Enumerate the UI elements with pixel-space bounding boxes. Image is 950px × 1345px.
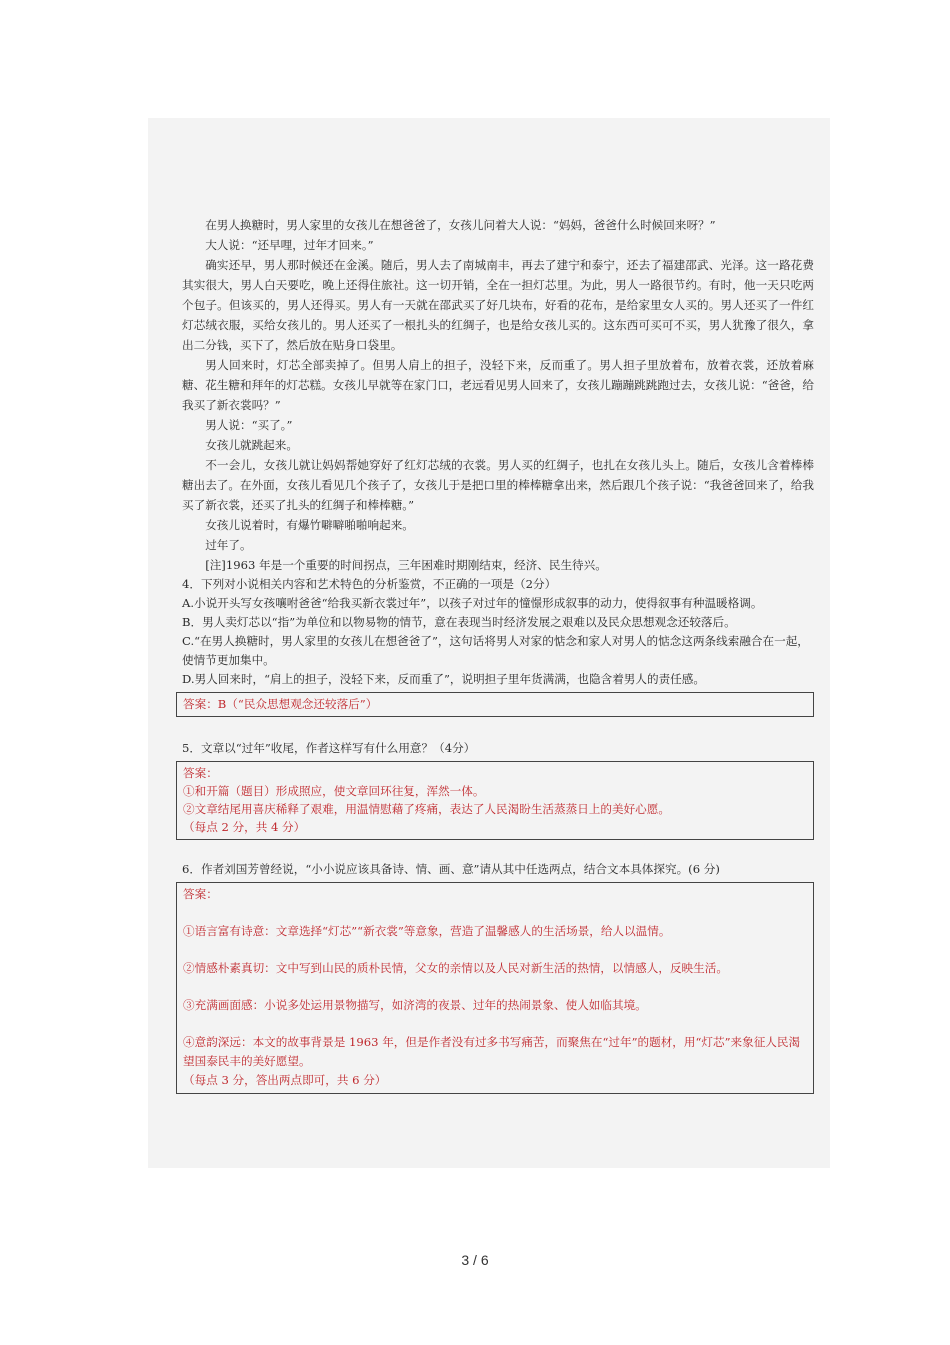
question-stem: 6．作者刘国芳曾经说，“小小说应该具备诗、情、画、意”请从其中任选两点，结合文本具体探究。(6 分) bbox=[182, 862, 720, 876]
passage-paragraph: 大人说：“还早哩，过年才回来。” bbox=[205, 238, 374, 252]
answer-point: ②情感朴素真切：文中写到山民的质朴民情，父女的亲情以及人民对新生活的热情，以情感人，反映生活。 bbox=[183, 961, 728, 975]
passage-paragraph: 男人回来时，灯芯全部卖掉了。但男人肩上的担子，没轻下来，反而重了。男人担子里放着布，放着衣裳，还放着麻糖、花生糖和拜年的灯芯糕。女孩儿早就等在家门口，老远看见男人回来了，女孩儿蹦蹦跳跳跑过去，女孩儿说：“爸爸，给我买了新衣裳吗？” bbox=[182, 358, 814, 412]
answer-label: 答案： bbox=[183, 887, 218, 901]
question-5 bbox=[182, 739, 814, 840]
passage-note: [注]1963 年是一个重要的时间拐点，三年困难时期刚结束，经济、民生待兴。 bbox=[205, 558, 607, 572]
answer-point: ①和开篇（题目）形成照应，使文章回环往复，浑然一体。 bbox=[183, 784, 485, 798]
question-6 bbox=[182, 860, 814, 1094]
answer-point: ④意韵深远：本文的故事背景是 1963 年，但是作者没有过多书写痛苦，而聚焦在“过年”的题材，用“灯芯”来象征人民渴望国泰民丰的美好愿望。 bbox=[183, 1035, 801, 1068]
option-c: C.“在男人换糖时，男人家里的女孩儿在想爸爸了”，这句话将男人对家的惦念和家人对男人的惦念这两条线索融合在一起，使情节更加集中。 bbox=[182, 634, 809, 667]
passage-paragraph: 女孩儿说着时，有爆竹噼噼啪啪响起来。 bbox=[205, 518, 414, 532]
story-passage bbox=[182, 215, 814, 575]
answer-box bbox=[176, 882, 814, 1094]
passage-paragraph: 确实还早，男人那时候还在金溪。随后，男人去了南城南丰，再去了建宁和泰宁，还去了福建邵武、光泽。这一路花费其实很大，男人白天要吃，晚上还得住旅社。这一切开销，全在一担灯芯里。为此，男人一路很节约。有时，他一天只吃两个包子。但该买的，男人还得买。男人有一天就在邵武买了好几块布，好看的花布，是给家里女人买的。男人还买了一件红灯芯绒衣服，买给女孩儿的。男人还买了一根扎头的红绸子，也是给女孩儿买的。这东西可买可不买，男人犹豫了很久，拿出二分钱，买下了，然后放在贴身口袋里。 bbox=[182, 258, 814, 352]
score-note: （每点 3 分，答出两点即可，共 6 分） bbox=[183, 1073, 387, 1087]
passage-paragraph: 男人说：“买了。” bbox=[205, 418, 293, 432]
question-4 bbox=[182, 575, 814, 717]
answer-point: ③充满画面感：小说多处运用景物描写，如济湾的夜景、过年的热闹景象、使人如临其境。 bbox=[183, 998, 647, 1012]
option-b: B．男人卖灯芯以“指”为单位和以物易物的情节，意在表现当时经济发展之艰难以及民众思想观念还较落后。 bbox=[182, 615, 736, 629]
answer-point: ②文章结尾用喜庆稀释了艰难，用温情慰藉了疼痛，表达了人民渴盼生活蒸蒸日上的美好心愿。 bbox=[183, 802, 670, 816]
passage-paragraph: 女孩儿就跳起来。 bbox=[205, 438, 298, 452]
answer-text: 答案：B（“民众思想观念还较落后”） bbox=[183, 697, 378, 711]
answer-box bbox=[176, 761, 814, 840]
passage-paragraph: 不一会儿，女孩儿就让妈妈帮她穿好了红灯芯绒的衣裳。男人买的红绸子，也扎在女孩儿头上。随后，女孩儿含着棒棒糖出去了。在外面，女孩儿看见几个孩子了，女孩儿于是把口里的棒棒糖拿出来，然后跟几个孩子说：“我爸爸回来了，给我买了新衣裳，还买了扎头的红绸子和棒棒糖。” bbox=[182, 458, 814, 512]
question-stem: 4．下列对小说相关内容和艺术特色的分析鉴赏，不正确的一项是（2分） bbox=[182, 577, 557, 591]
answer-label: 答案： bbox=[183, 766, 218, 780]
option-d: D.男人回来时，“肩上的担子，没轻下来，反而重了”，说明担子里年货满满，也隐含着男人的责任感。 bbox=[182, 672, 705, 686]
answer-point: ①语言富有诗意：文章选择“灯芯”“新衣裳”等意象，营造了温馨感人的生活场景，给人以温情。 bbox=[183, 924, 671, 938]
page-number: 3 / 6 bbox=[461, 1252, 489, 1268]
document-content bbox=[182, 215, 814, 1094]
score-note: （每点 2 分，共 4 分） bbox=[183, 820, 306, 834]
option-a: A.小说开头写女孩嚷咐爸爸“给我买新衣裳过年”，以孩子对过年的憧憬形成叙事的动力，使得叙事有种温暖格调。 bbox=[182, 596, 763, 610]
passage-paragraph: 过年了。 bbox=[205, 538, 252, 552]
answer-box bbox=[176, 692, 814, 717]
question-stem: 5．文章以“过年”收尾，作者这样写有什么用意？（4分） bbox=[182, 741, 476, 755]
passage-paragraph: 在男人换糖时，男人家里的女孩儿在想爸爸了，女孩儿问着大人说：“妈妈，爸爸什么时候回来呀？” bbox=[205, 218, 716, 232]
